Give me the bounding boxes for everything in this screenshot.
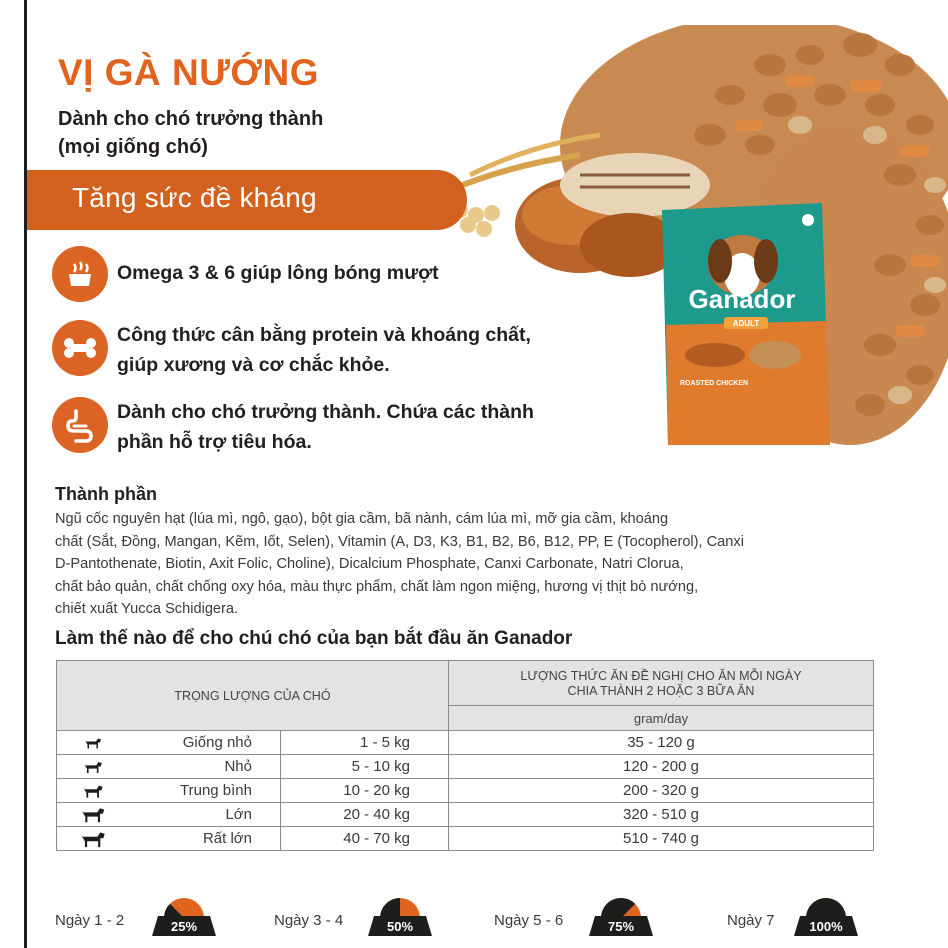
dog-size: Lớn	[129, 803, 281, 827]
ingredients-heading: Thành phần	[55, 484, 157, 504]
table-row	[57, 827, 874, 851]
product-image	[430, 25, 948, 445]
gauge-fill	[380, 898, 400, 918]
transition-gauge	[146, 892, 222, 936]
daily-amount: 200 - 320 g	[449, 779, 874, 803]
ingredients-line: D-Pantothenate, Biotin, Axit Folic, Choline), Dicalcium Phosphate, Canxi Carbonate, Natri Clorua,	[55, 556, 684, 572]
feeding-heading: Làm thế nào để cho chú chó của bạn bắt đầu ăn Ganador	[55, 628, 573, 649]
dog-size: Trung bình	[129, 779, 281, 803]
dog-weight: 20 - 40 kg	[281, 803, 449, 827]
amount-header-line-2: CHIA THÀNH 2 HOẶC 3 BỮA ĂN	[567, 684, 755, 699]
page-title: VỊ GÀ NƯỚNG	[58, 52, 319, 93]
table-row	[57, 731, 874, 755]
dog-size: Rất lớn	[129, 827, 281, 851]
transition-day-label: Ngày 1 - 2	[55, 912, 125, 929]
subtitle-line-1: Dành cho chó trưởng thành	[58, 108, 324, 130]
gauge-percent: 100%	[809, 919, 843, 934]
transition-day-label: Ngày 5 - 6	[494, 912, 564, 929]
transition-gauge	[362, 892, 438, 936]
dog-weight: 40 - 70 kg	[281, 827, 449, 851]
feature-2	[117, 320, 531, 380]
banner-text: Tăng sức đề kháng	[72, 182, 317, 213]
daily-amount: 320 - 510 g	[449, 803, 874, 827]
gauge-percent: 25%	[170, 919, 198, 934]
table-row	[57, 779, 874, 803]
gauge-percent: 50%	[386, 919, 414, 934]
feature-1-line-1: Omega 3 & 6 giúp lông bóng mượt	[117, 262, 439, 284]
dog-icon	[57, 731, 129, 755]
bag-brand: Ganador	[688, 284, 796, 314]
dog-weight: 10 - 20 kg	[281, 779, 449, 803]
daily-amount: 510 - 740 g	[449, 827, 874, 851]
feature-3-line-1: Dành cho chó trưởng thành. Chứa các thành	[117, 401, 534, 423]
ingredients-line: chất (Sắt, Đồng, Mangan, Kẽm, Iốt, Selen), Vitamin (A, D3, K3, B1, B2, B6, B12, PP, E (Tocopherol), Canxi	[55, 533, 744, 550]
ingredients-line: chất bảo quản, chất chống oxy hóa, màu thực phẩm, chất làm ngon miệng, hương vị thịt bò nướng,	[55, 578, 699, 595]
dog-icon	[57, 827, 129, 851]
dog-size: Nhỏ	[129, 755, 281, 779]
dog-weight: 5 - 10 kg	[281, 755, 449, 779]
bag-flavor: ROASTED CHICKEN	[680, 380, 749, 387]
transition-gauge	[583, 892, 659, 936]
weight-column-header: TRỌNG LƯỢNG CỦA CHÓ	[57, 661, 449, 731]
feature-2-line-1: Công thức cân bằng protein và khoáng chất,	[117, 324, 531, 346]
food-bowl-icon	[52, 246, 108, 302]
ingredients-line: Ngũ cốc nguyên hạt (lúa mì, ngô, gạo), bột gia cầm, bã nành, cám lúa mì, mỡ gia cầm, khoáng	[55, 511, 669, 527]
gauge-fill	[806, 898, 846, 918]
dog-icon	[57, 779, 129, 803]
feature-1	[117, 258, 439, 288]
bone-icon	[52, 320, 108, 376]
ingredients-text	[55, 508, 870, 621]
bag-badge: ADULT	[732, 319, 760, 328]
unit-header: gram/day	[449, 706, 874, 731]
dog-weight: 1 - 5 kg	[281, 731, 449, 755]
amount-header-line-1: LƯỢNG THỨC ĂN ĐỀ NGHỊ CHO ĂN MỖI NGÀY	[520, 669, 802, 684]
feature-3	[117, 397, 534, 457]
table-row	[57, 755, 874, 779]
dog-icon	[57, 803, 129, 827]
daily-amount: 120 - 200 g	[449, 755, 874, 779]
table-row	[57, 803, 874, 827]
feature-3-line-2: phần hỗ trợ tiêu hóa.	[117, 431, 312, 453]
feeding-table	[56, 660, 874, 851]
gauge-percent: 75%	[607, 919, 635, 934]
dog-size: Giống nhỏ	[129, 731, 281, 755]
digestion-icon	[52, 397, 108, 453]
left-border-line	[24, 0, 27, 948]
feature-2-line-2: giúp xương và cơ chắc khỏe.	[117, 354, 390, 376]
product-bag	[662, 203, 830, 445]
transition-day-label: Ngày 7	[727, 912, 775, 929]
subtitle-line-2: (mọi giống chó)	[58, 136, 208, 158]
daily-amount: 35 - 120 g	[449, 731, 874, 755]
transition-gauge	[788, 892, 864, 936]
subtitle	[58, 105, 323, 161]
amount-column-header	[449, 661, 874, 706]
dog-icon	[57, 755, 129, 779]
ingredients-line: chiết xuất Yucca Schidigera.	[55, 601, 239, 617]
transition-day-label: Ngày 3 - 4	[274, 912, 344, 929]
